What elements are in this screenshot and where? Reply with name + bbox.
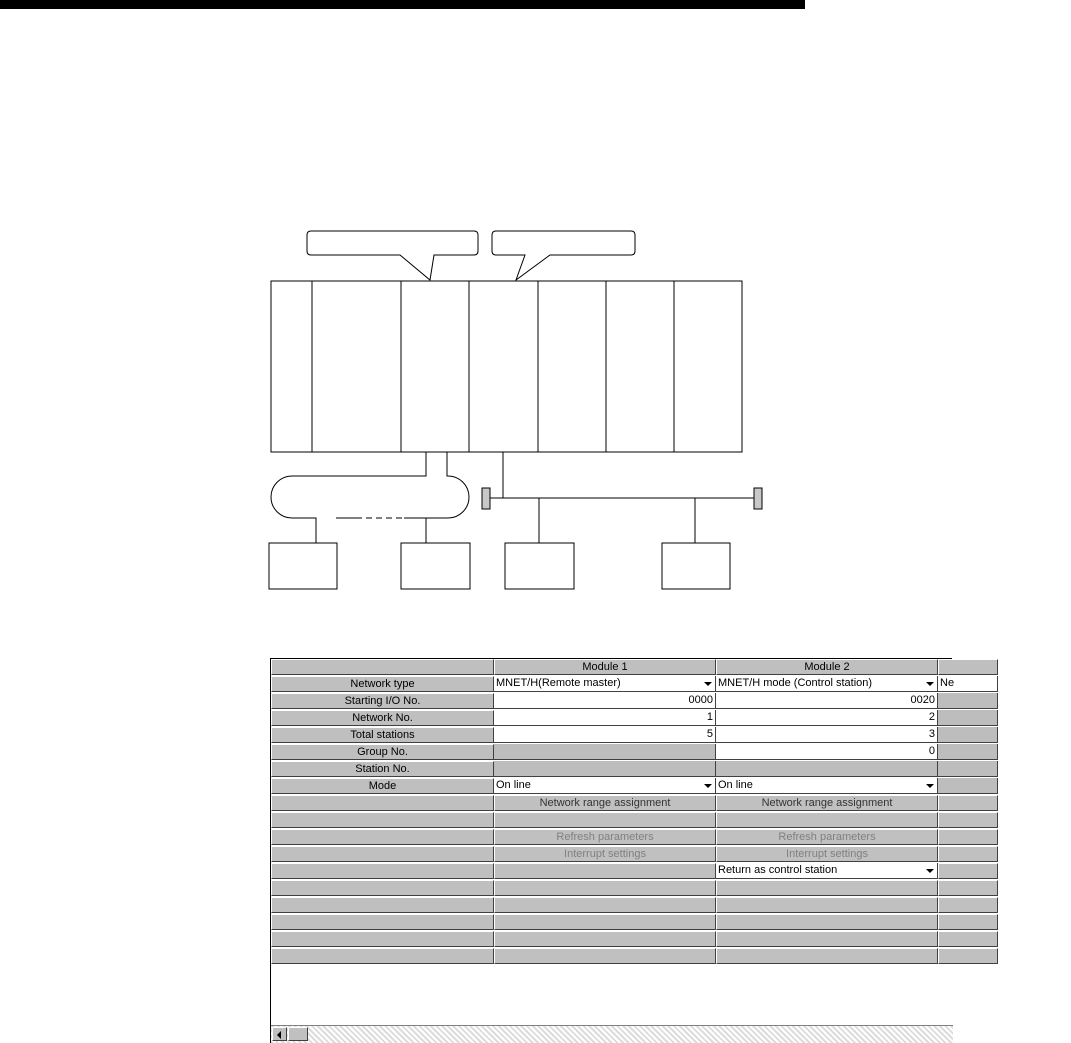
- starting-io-input-module-3: [938, 693, 998, 709]
- interrupt-settings-button-module-2[interactable]: Interrupt settings: [716, 846, 938, 862]
- return-mode-cell-module-3: [938, 863, 998, 879]
- blank-cell: [938, 880, 998, 896]
- select-value: On line: [718, 779, 753, 791]
- chevron-down-icon[interactable]: [704, 784, 712, 788]
- table-row: [271, 693, 1071, 710]
- horizontal-scrollbar[interactable]: [271, 1025, 953, 1043]
- network-type-select-module-1[interactable]: [494, 676, 716, 692]
- blank-cell: [494, 897, 716, 913]
- row-label-blank: [271, 948, 494, 964]
- select-value: On line: [496, 779, 531, 791]
- network-type-select-module-2[interactable]: [716, 676, 938, 692]
- blank-cell: [938, 931, 998, 947]
- table-row: [271, 897, 1071, 914]
- table-row: [271, 744, 1071, 761]
- network-no-input-module-1[interactable]: 1: [494, 710, 716, 726]
- group-no-input-module-1: [494, 744, 716, 760]
- blank-cell: [716, 880, 938, 896]
- table-row: [271, 880, 1071, 897]
- callout-module-2: [492, 231, 635, 280]
- row-label-blank: [271, 897, 494, 913]
- blank-cell: [494, 931, 716, 947]
- blank-button-module-2: [716, 812, 938, 828]
- module-2-header: Module 2: [716, 659, 938, 675]
- scroll-thumb[interactable]: [288, 1027, 308, 1041]
- mode-select-module-3: [938, 778, 998, 794]
- table-row: [271, 948, 1071, 965]
- network-no-input-module-3: [938, 710, 998, 726]
- starting-io-input-module-2[interactable]: 0020: [716, 693, 938, 709]
- table-row: [271, 846, 1071, 863]
- row-label-blank: [271, 795, 494, 811]
- blank-cell: [716, 897, 938, 913]
- interrupt-settings-button-module-3: [938, 846, 998, 862]
- table-row: [271, 914, 1071, 931]
- refresh-parameters-button-module-2[interactable]: Refresh parameters: [716, 829, 938, 845]
- refresh-parameters-button-module-1[interactable]: Refresh parameters: [494, 829, 716, 845]
- table-row: [271, 931, 1071, 948]
- table-row: [271, 863, 1071, 880]
- row-label-network-type: Network type: [271, 676, 494, 692]
- table-row: [271, 710, 1071, 727]
- select-value: Ne: [940, 677, 955, 689]
- select-value: Return as control station: [718, 864, 838, 876]
- chevron-down-icon[interactable]: [926, 869, 934, 873]
- blank-cell: [494, 948, 716, 964]
- network-no-input-module-2[interactable]: 2: [716, 710, 938, 726]
- row-label-station-no: Station No.: [271, 761, 494, 777]
- return-mode-cell-module-1: [494, 863, 716, 879]
- row-label-network-no: Network No.: [271, 710, 494, 726]
- callout-module-1: [307, 231, 478, 280]
- row-label-starting-io: Starting I/O No.: [271, 693, 494, 709]
- network-range-assignment-button-module-3: [938, 795, 998, 811]
- select-value: MNET/H(Remote master): [496, 677, 621, 689]
- starting-io-input-module-1[interactable]: 0000: [494, 693, 716, 709]
- total-stations-input-module-3: [938, 727, 998, 743]
- mode-select-module-2[interactable]: [716, 778, 938, 794]
- return-mode-select-module-2[interactable]: [716, 863, 938, 879]
- blank-cell: [938, 948, 998, 964]
- mode-select-module-1[interactable]: [494, 778, 716, 794]
- coaxial-bus: [482, 452, 762, 543]
- blank-cell: [716, 931, 938, 947]
- total-stations-input-module-1[interactable]: 5: [494, 727, 716, 743]
- table-row: [271, 727, 1071, 744]
- module-1-header: Module 1: [494, 659, 716, 675]
- network-type-select-module-3[interactable]: [938, 676, 998, 692]
- table-row: [271, 778, 1071, 795]
- station-no-input-module-3: [938, 761, 998, 777]
- select-value: MNET/H mode (Control station): [718, 677, 873, 689]
- module-3-header: [938, 659, 998, 675]
- corner-header: [271, 659, 494, 675]
- refresh-parameters-button-module-3: [938, 829, 998, 845]
- table-row: [271, 829, 1071, 846]
- station-no-input-module-2: [716, 761, 938, 777]
- row-label-total-stations: Total stations: [271, 727, 494, 743]
- total-stations-input-module-2[interactable]: 3: [716, 727, 938, 743]
- blank-cell: [494, 880, 716, 896]
- group-no-input-module-3: [938, 744, 998, 760]
- base-unit: [271, 281, 742, 452]
- table-row: [271, 795, 1071, 812]
- blank-button-module-3: [938, 812, 998, 828]
- blank-cell: [494, 914, 716, 930]
- row-label-blank: [271, 829, 494, 845]
- row-label-blank: [271, 914, 494, 930]
- table-row: [271, 761, 1071, 778]
- network-range-assignment-button-module-1[interactable]: Network range assignment: [494, 795, 716, 811]
- chevron-down-icon[interactable]: [926, 682, 934, 686]
- table-row: [271, 676, 1071, 693]
- scroll-left-icon[interactable]: [272, 1027, 287, 1041]
- row-label-blank: [271, 863, 494, 879]
- chevron-down-icon[interactable]: [926, 784, 934, 788]
- interrupt-settings-button-module-1[interactable]: Interrupt settings: [494, 846, 716, 862]
- blank-cell: [716, 948, 938, 964]
- blank-button-module-1: [494, 812, 716, 828]
- chevron-down-icon[interactable]: [704, 682, 712, 686]
- row-label-blank: [271, 846, 494, 862]
- blank-cell: [716, 914, 938, 930]
- row-label-blank: [271, 812, 494, 828]
- network-range-assignment-button-module-2[interactable]: Network range assignment: [716, 795, 938, 811]
- stations: [269, 543, 730, 589]
- grid-header-row: [271, 659, 1071, 676]
- optical-loop: [271, 452, 469, 543]
- row-label-group-no: Group No.: [271, 744, 494, 760]
- station-no-input-module-1: [494, 761, 716, 777]
- table-row: [271, 812, 1071, 829]
- group-no-input-module-2[interactable]: 0: [716, 744, 938, 760]
- row-label-mode: Mode: [271, 778, 494, 794]
- blank-cell: [938, 897, 998, 913]
- row-label-blank: [271, 880, 494, 896]
- network-parameter-grid: [270, 658, 955, 1043]
- row-label-blank: [271, 931, 494, 947]
- blank-cell: [938, 914, 998, 930]
